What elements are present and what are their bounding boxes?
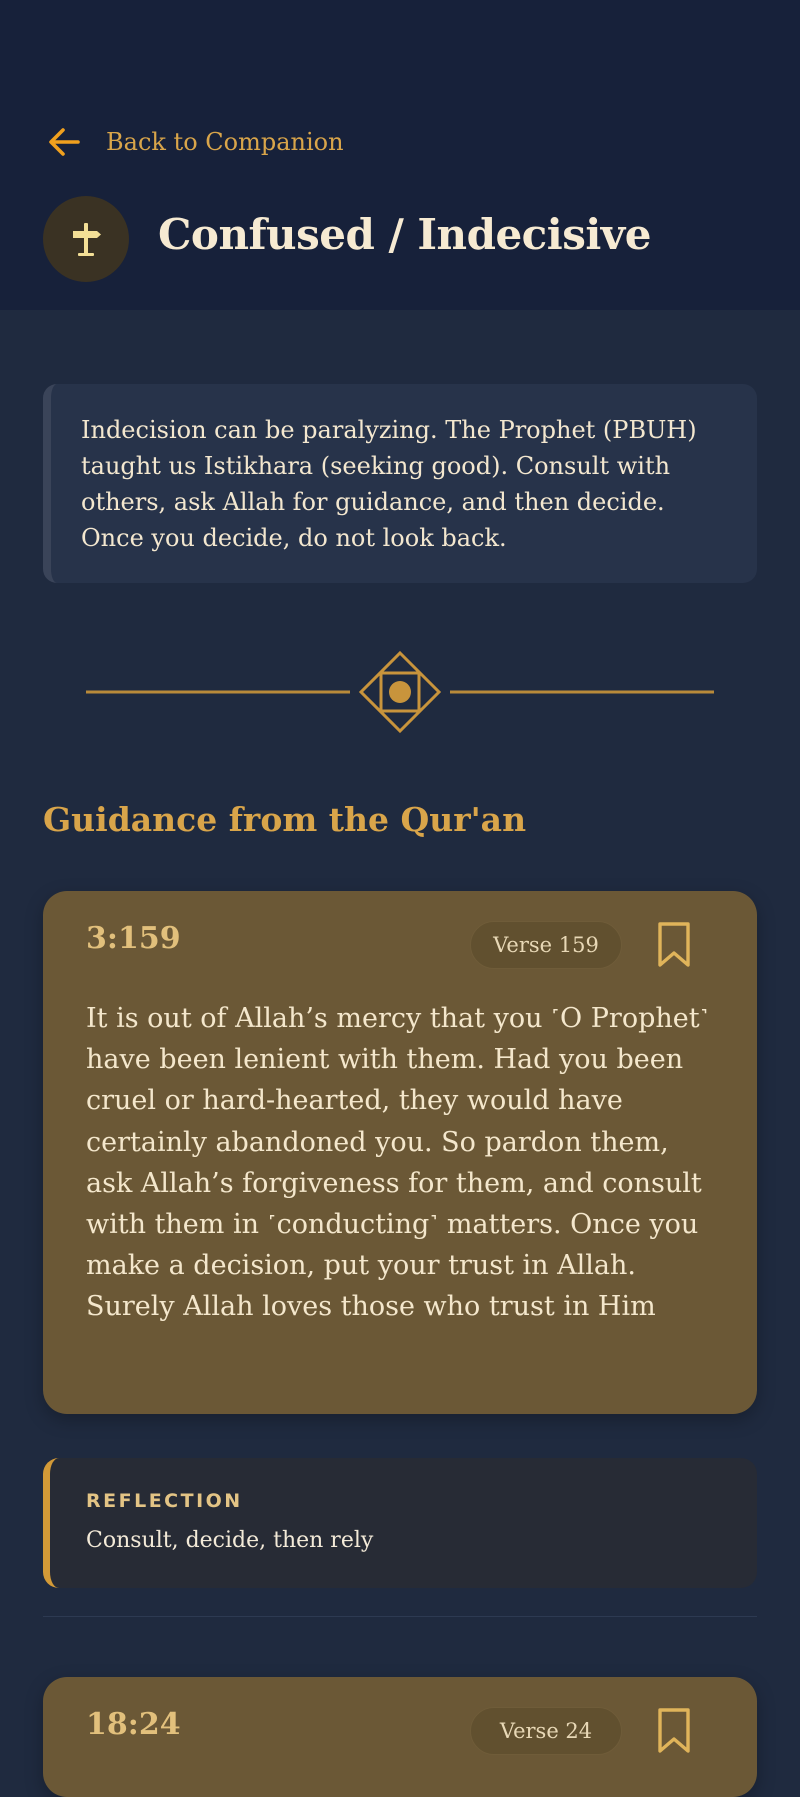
reflection-card <box>43 1458 757 1588</box>
verse-number-badge: Verse 159 <box>470 921 622 969</box>
bookmark-icon[interactable] <box>655 1707 693 1755</box>
verse-card <box>43 1677 757 1797</box>
ornamental-divider <box>86 650 714 734</box>
bookmark-icon[interactable] <box>655 921 693 969</box>
verse-number-badge: Verse 24 <box>470 1707 622 1755</box>
back-to-companion-link[interactable] <box>44 122 344 162</box>
section-separator <box>43 1616 757 1617</box>
reflection-label: REFLECTION <box>86 1490 243 1512</box>
verse-card <box>43 891 757 1414</box>
verse-text: It is out of Allah’s mercy that you ˹O Prophet˺ have been lenient with them. Had you been cruel or hard-hearted, they would have certainly abandoned you. So pardon them, ask Allah’s forgiveness for them, and consult with them in ˹conducting˺ matters. Once you make a decision, put your trust in Allah. Surely Allah loves those who trust in Him <box>86 1003 709 1323</box>
verse-reference: 18:24 <box>86 1707 181 1742</box>
intro-card <box>43 384 757 583</box>
reflection-text: Consult, decide, then rely <box>86 1528 374 1553</box>
arrow-left-icon[interactable] <box>44 122 84 162</box>
back-link-label[interactable]: Back to Companion <box>106 128 344 156</box>
mood-icon-badge <box>43 196 129 282</box>
verse-reference: 3:159 <box>86 921 181 956</box>
page-header <box>0 0 800 310</box>
page-title: Confused / Indecisive <box>158 210 651 259</box>
section-title: Guidance from the Qur'an <box>43 800 527 839</box>
intro-text: Indecision can be paralyzing. The Prophet (PBUH) taught us Istikhara (seeking good). Consult with others, ask Allah for guidance, and then decide. Once you decide, do not look back. <box>81 416 697 552</box>
signpost-icon <box>66 219 106 259</box>
